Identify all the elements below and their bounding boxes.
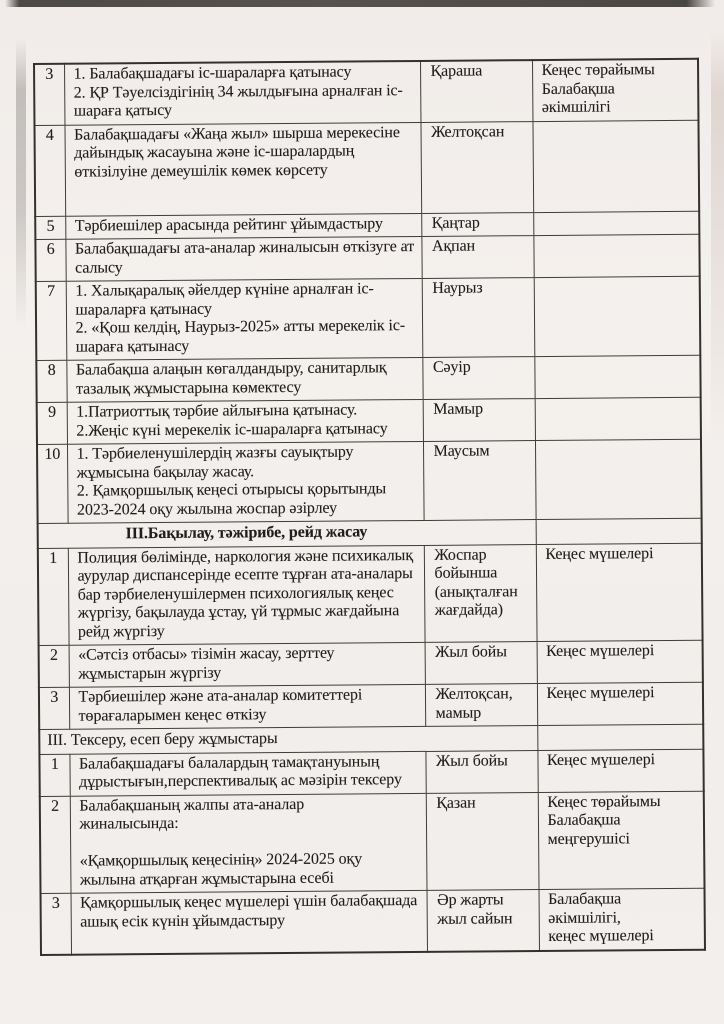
month-cell: Маусым bbox=[423, 441, 536, 521]
table-row bbox=[37, 397, 701, 444]
row-number-cell: 1 bbox=[38, 548, 69, 646]
row-number-cell: 2 bbox=[39, 645, 69, 687]
responsible-cell: Кеңес төрайымы Балабақша әкімшілігі bbox=[532, 59, 698, 121]
responsible-cell bbox=[535, 439, 702, 519]
row-number-cell: 3 bbox=[41, 893, 71, 954]
row-number-cell: 3 bbox=[34, 64, 64, 125]
section-header-cell: ІІІ.Бақылау, тәжірибе, рейд жасау bbox=[38, 520, 536, 548]
activity-cell: Тәрбиешілер және ата-аналар комитеттері төрағаларымен кеңес өткізу bbox=[69, 684, 425, 729]
row-number-cell: 9 bbox=[37, 402, 67, 444]
month-cell: Ақпан bbox=[421, 236, 533, 279]
scan-left-edge-shadow bbox=[16, 38, 26, 328]
table-row bbox=[34, 59, 698, 125]
responsible-cell: Балабақша әкімшілігі, кеңес мүшелері bbox=[539, 888, 705, 950]
responsible-cell: Кеңес мүшелері bbox=[537, 749, 703, 792]
table-row bbox=[36, 276, 701, 360]
month-cell: Жыл бойы bbox=[425, 750, 537, 793]
activity-cell: Қамқоршылық кеңес мүшелері үшін балабақшада ашық есік күнін ұйымдастыру bbox=[71, 890, 427, 954]
month-cell: Наурыз bbox=[422, 278, 535, 358]
table-row bbox=[39, 749, 703, 796]
activity-cell: Балабақша алаңын көгалдандыру, санитарлық тазалық жұмыстарына көмектесу bbox=[66, 357, 422, 402]
section-header-cell: ІІІ. Тексеру, есеп беру жұмыстары bbox=[39, 726, 537, 754]
responsible-cell bbox=[534, 355, 700, 398]
responsible-cell bbox=[532, 120, 699, 212]
table-row bbox=[34, 120, 699, 216]
row-number-cell: 10 bbox=[37, 444, 68, 523]
row-number-cell: 2 bbox=[40, 796, 71, 894]
month-cell: Жыл бойы bbox=[425, 642, 537, 685]
responsible-cell bbox=[533, 234, 699, 277]
responsible-cell bbox=[534, 276, 701, 356]
month-cell: Сәуір bbox=[422, 357, 534, 400]
responsible-cell: Кеңес төрайымы Балабақша меңгерушісі bbox=[538, 791, 705, 890]
month-cell: Қаңтар bbox=[421, 212, 533, 236]
responsible-cell: Кеңес мүшелері bbox=[536, 543, 703, 642]
responsible-cell bbox=[535, 397, 701, 440]
activity-cell: Балабақшадағы ата-аналар жиналысын өткізуге ат салысу bbox=[65, 236, 421, 281]
work-plan-table bbox=[33, 58, 706, 956]
month-cell: Желтоқсан bbox=[420, 121, 533, 213]
month-cell: Мамыр bbox=[423, 399, 535, 442]
table-row bbox=[37, 439, 702, 523]
month-cell: Жоспар бойынша (анықталған жағдайда) bbox=[424, 544, 537, 642]
activity-cell: 1.Патриоттық тәрбие айлығына қатынасу. 2.Жеңіс күні мерекелік іс-шараларға қатынасу bbox=[67, 399, 423, 444]
scan-top-edge-shadow bbox=[5, 0, 715, 7]
activity-cell: Балабақшадағы «Жаңа жыл» шырша мерекесіне дайындық жасауына және іс-шаралардың өткізілуіне демеушілік көмек көрсету bbox=[64, 122, 421, 216]
row-number-cell: 3 bbox=[39, 687, 69, 729]
scan-right-edge-shadow bbox=[711, 30, 724, 450]
responsible-cell bbox=[536, 518, 702, 544]
row-number-cell: 7 bbox=[36, 281, 67, 360]
table-row bbox=[39, 682, 703, 729]
activity-cell: Полиция бөлімінде, наркология және психикалық аурулар диспансерінде есепте тұрған ата-аналары бар тәрбиеленушілермен психологиялық кеңес жүргізу, бақылауда ұстау, үй тұрмыс жағдайына рейд жүргізу bbox=[68, 545, 425, 645]
activity-cell: Балабақшадағы балалардың тамақтануының дұрыстығын,перспективалық ас мәзірін тексеру bbox=[69, 751, 425, 796]
activity-cell: Балабақшаның жалпы ата-аналар жиналысында: «Қамқоршылық кеңесінің» 2024-2025 оқу жылына атқарған жұмыстарына есебі bbox=[70, 793, 427, 893]
responsible-cell bbox=[537, 724, 703, 750]
month-cell: Қазан bbox=[426, 792, 539, 890]
table-row bbox=[39, 640, 703, 687]
table-row bbox=[36, 355, 700, 402]
table-row bbox=[35, 234, 699, 281]
responsible-cell: Кеңес мүшелері bbox=[537, 640, 703, 683]
month-cell: Қараша bbox=[420, 60, 532, 122]
activity-cell: 1. Тәрбиеленушілердің жазғы сауықтыру жұмысына бақылау жасау. 2. Қамқоршылық кеңесі отырысы қорытынды 2023-2024 оқу жылына жоспар әзірлеу bbox=[67, 441, 424, 523]
activity-cell: Тәрбиешілер арасында рейтинг ұйымдастыру bbox=[65, 213, 421, 239]
month-cell: Желтоқсан, мамыр bbox=[425, 684, 537, 727]
activity-cell: 1. Халықаралық әйелдер күніне арналған іс-шараларға қатынасу 2. «Қош келдің, Наурыз-2025» атты мерекелік іс-шараға қатынасу bbox=[66, 278, 423, 360]
row-number-cell: 1 bbox=[39, 754, 69, 796]
row-number-cell: 8 bbox=[36, 360, 66, 402]
table-row bbox=[40, 791, 705, 894]
row-number-cell: 4 bbox=[34, 125, 65, 216]
month-cell: Әр жарты жыл сайын bbox=[427, 890, 539, 952]
table-row bbox=[38, 543, 703, 646]
table-row bbox=[41, 888, 705, 954]
row-number-cell: 5 bbox=[35, 216, 65, 240]
row-number-cell: 6 bbox=[35, 239, 65, 281]
activity-cell: «Сәтсіз отбасы» тізімін жасау, зерттеу жұмыстарын жүргізу bbox=[69, 642, 425, 687]
scanned-page bbox=[33, 58, 704, 956]
activity-cell: 1. Балабақшадағы іс-шараларға қатынасу 2. ҚР Тәуелсіздігінің 34 жылдығына арналған іс-шараға қатысу bbox=[64, 61, 420, 125]
responsible-cell: Кеңес мүшелері bbox=[537, 682, 703, 725]
responsible-cell bbox=[533, 211, 699, 236]
